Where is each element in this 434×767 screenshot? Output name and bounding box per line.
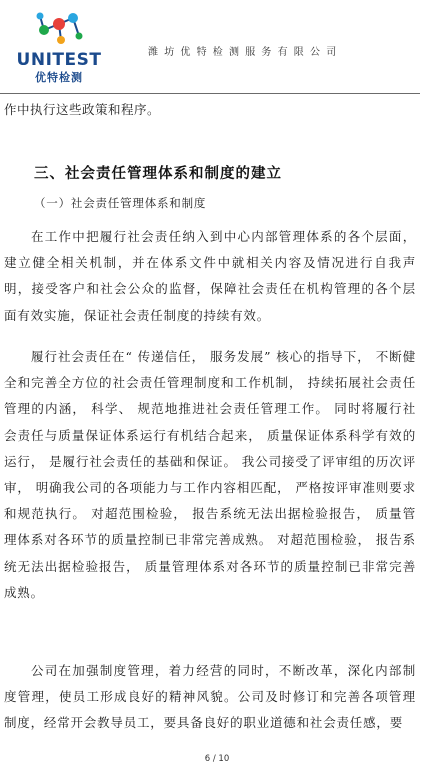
paragraph-1: 在工作中把履行社会责任纳入到中心内部管理体系的各个层面，建立健全相关机制，并在体系文件中就相关内容及情况进行自我声明，接受客户和社会公众的监督，保障社会责任在机构管理的各个层面有效实施，保证社会责任制度的持续有效。 bbox=[4, 229, 416, 323]
logo-chinese-name: 优特检测 bbox=[35, 71, 83, 84]
company-name: 潍坊优特检测服务有限公司 bbox=[148, 47, 343, 58]
subsection-title: （一）社会责任管理体系和制度 bbox=[34, 196, 207, 210]
page-header bbox=[0, 0, 434, 96]
company-logo bbox=[14, 8, 104, 84]
section-title: 三、社会责任管理体系和制度的建立 bbox=[34, 165, 282, 182]
paragraph-2: 履行社会责任在“ 传递信任， 服务发展” 核心的指导下， 不断健全和完善全方位的社会责任管理制度和工作机制， 持续拓展社会责任管理的内涵， 科学、 规范地推进社会责任管理工作。 同时将履行社会责任与质量保证体系运行有机结合起来， 质量保证体系科学有效的运行， 是履行社会责任的基础和保证。 我公司接受了评审组的历次评审， 明确我公司的各项能力与工作内容相匹配， 严格按评审准则要求和规范执行。 对超范围检验， 报告系统无法出据检验报告， 质量管理体系对各环节的质量控制已非常完善成熟。 对超范围检验， 报告系统无法出据检验报告， 质量管理体系对各环节的质量控制已非常完善成熟。 bbox=[4, 349, 416, 600]
page-number: 6 / 10 bbox=[204, 754, 230, 764]
continued-line: 作中执行这些政策和程序。 bbox=[4, 102, 161, 117]
paragraph-3: 公司在加强制度管理，着力经营的同时，不断改革，深化内部制度管理，使员工形成良好的精神风貌。公司及时修订和完善各项管理制度，经常开会教导员工，要具备良好的职业道德和社会责任感，要 bbox=[4, 663, 416, 731]
header-divider bbox=[0, 93, 420, 94]
logo-wordmark: UNITEST bbox=[16, 50, 102, 70]
molecule-logo-icon bbox=[32, 8, 86, 50]
